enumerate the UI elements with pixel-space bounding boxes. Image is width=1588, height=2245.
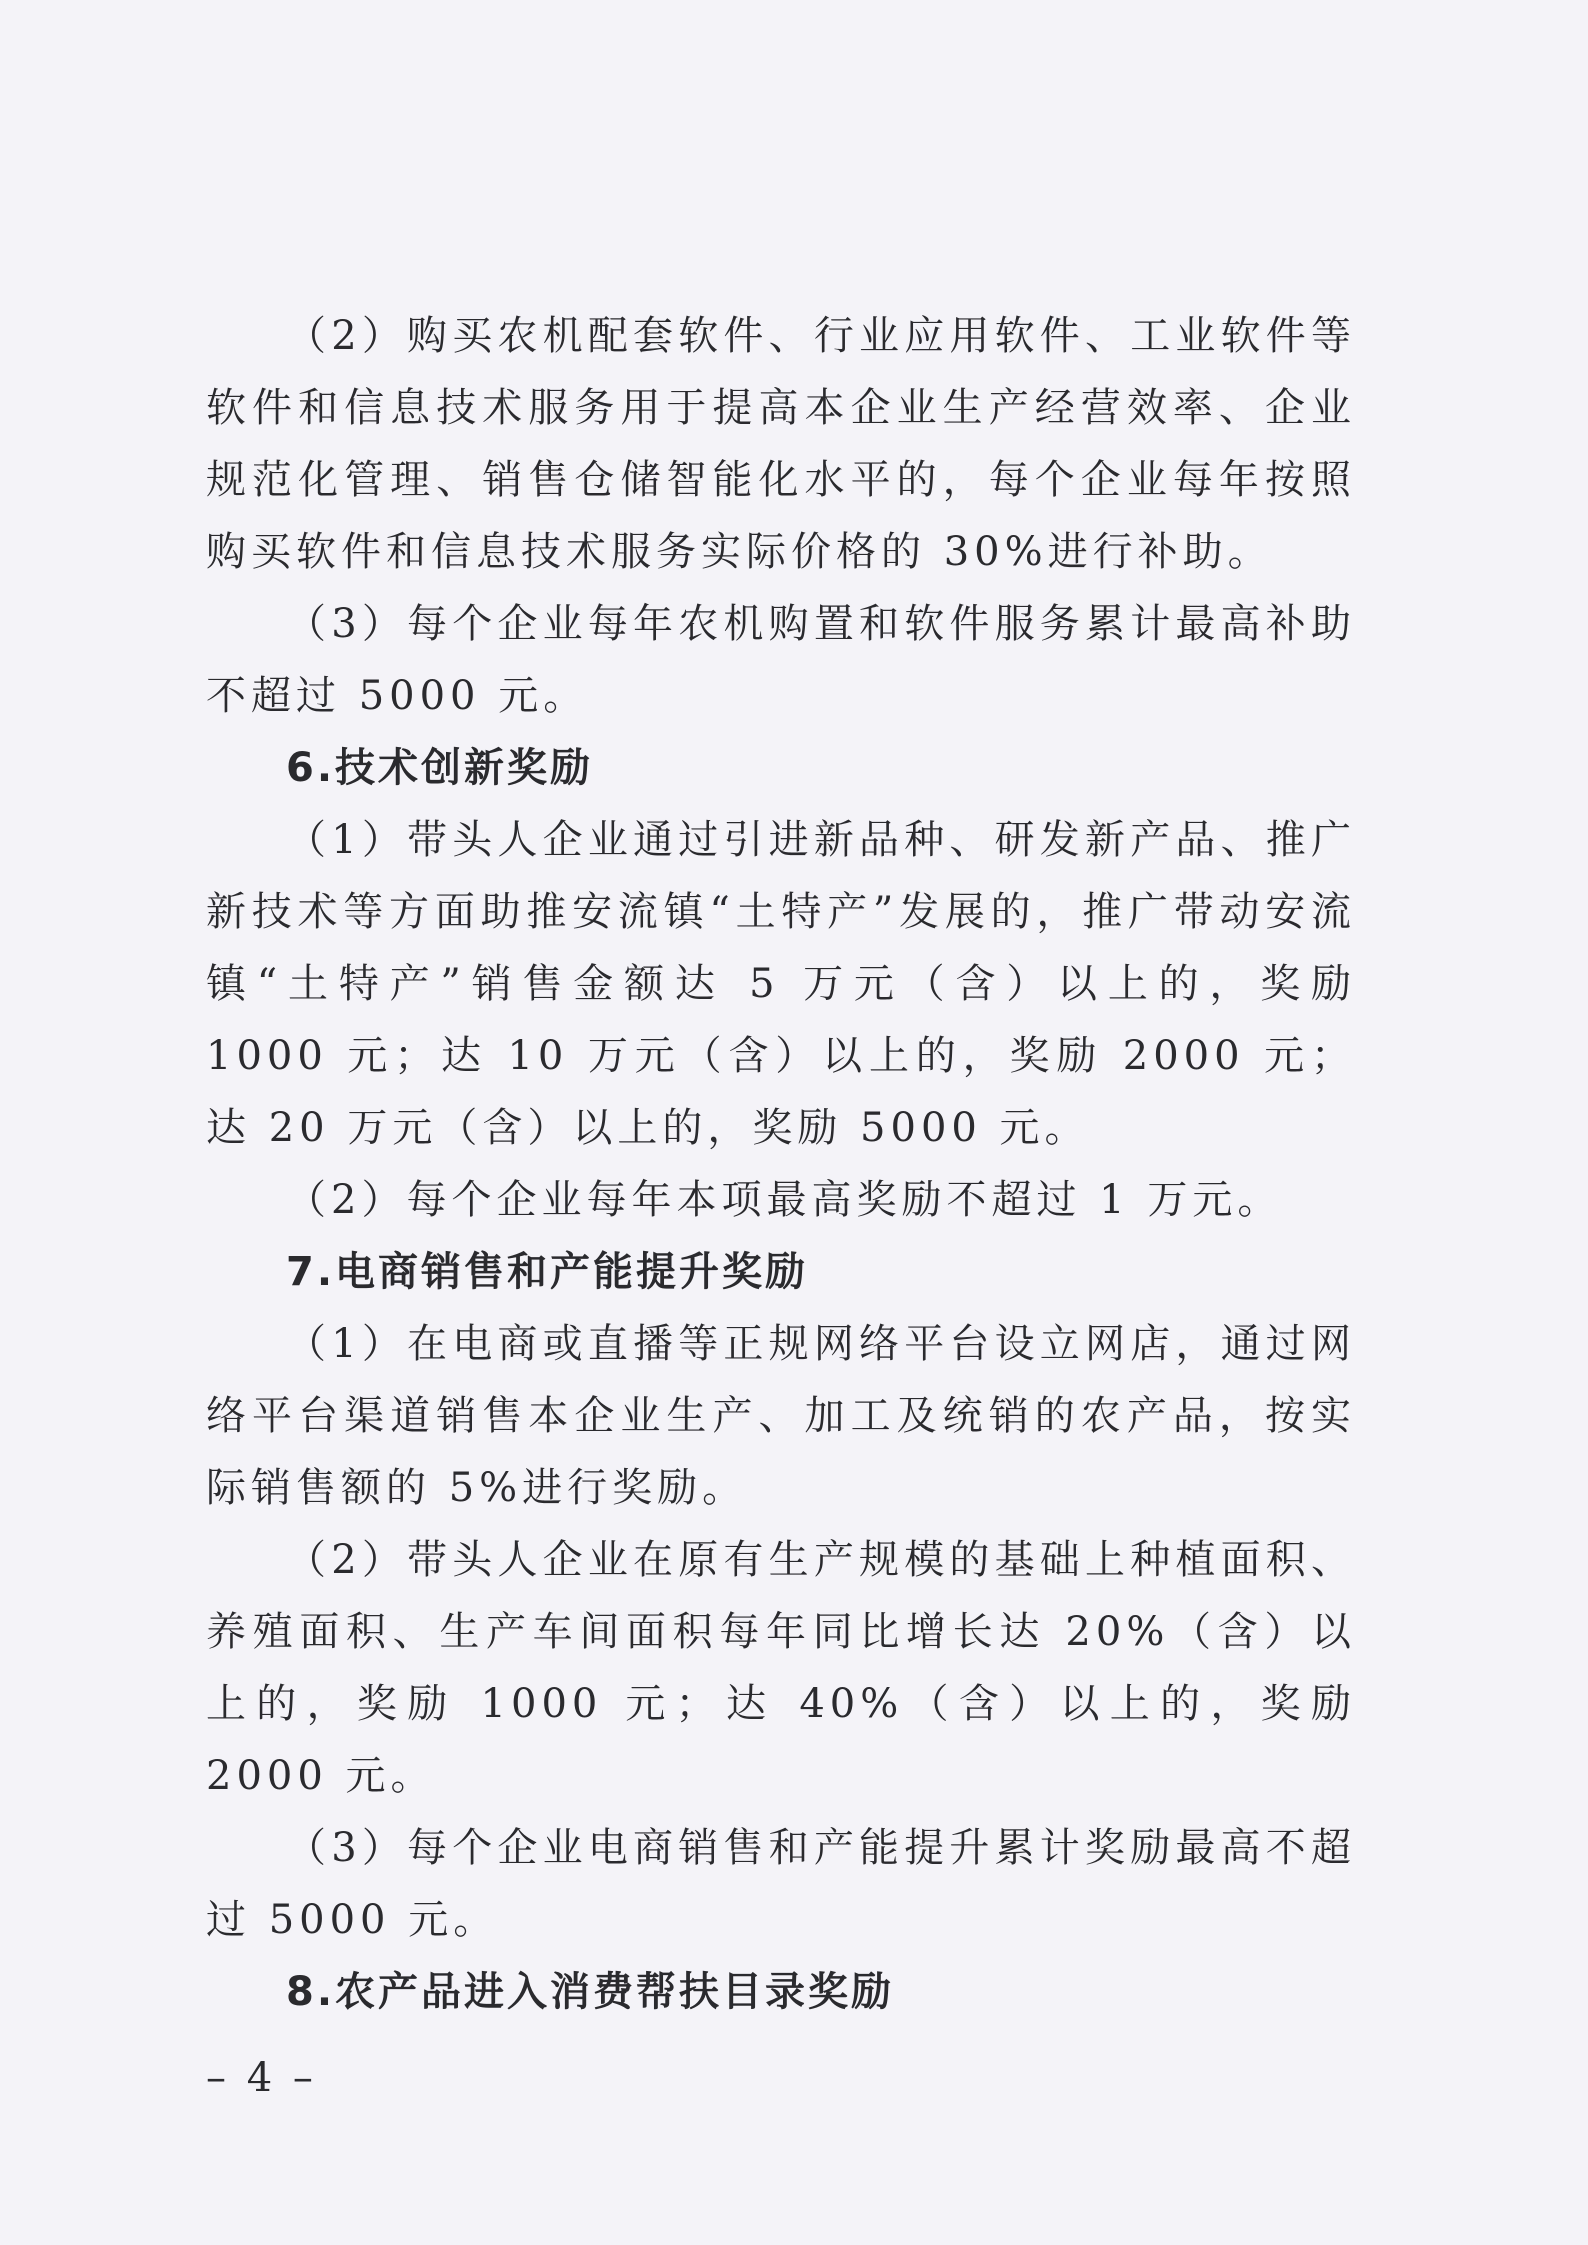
- paragraph-software-subsidy: （2）购买农机配套软件、行业应用软件、工业软件等软件和信息技术服务用于提高本企业生产经营效率、企业规范化管理、销售仓储智能化水平的，每个企业每年按照购买软件和信息技术服务实际价格的 30%进行补助。: [206, 313, 1356, 575]
- heading-ecommerce-capacity: 7.电商销售和产能提升奖励: [286, 1249, 809, 1295]
- page-number: – 4 –: [206, 2055, 317, 2101]
- heading-tech-innovation: 6.技术创新奖励: [286, 745, 594, 791]
- document-body: [206, 300, 1356, 2028]
- paragraph-capacity-reward: （2）带头人企业在原有生产规模的基础上种植面积、养殖面积、生产车间面积每年同比增长达 20%（含）以上的，奖励 1000 元；达 40%（含）以上的，奖励 2000 元。: [206, 1537, 1356, 1799]
- paragraph-innovation-cap: （2）每个企业每年本项最高奖励不超过 1 万元。: [286, 1177, 1283, 1223]
- paragraph-innovation-reward: （1）带头人企业通过引进新品种、研发新产品、推广新技术等方面助推安流镇“土特产”发展的，推广带动安流镇“土特产”销售金额达 5 万元（含）以上的，奖励 1000 元；达 10 万元（含）以上的，奖励 2000 元；达 20 万元（含）以上的，奖励 5000 元。: [206, 817, 1356, 1151]
- paragraph-ecommerce-cap: （3）每个企业电商销售和产能提升累计奖励最高不超过 5000 元。: [206, 1825, 1356, 1943]
- heading-consumption-catalog: 8.农产品进入消费帮扶目录奖励: [286, 1969, 895, 2015]
- paragraph-ecommerce-reward: （1）在电商或直播等正规网络平台设立网店，通过网络平台渠道销售本企业生产、加工及统销的农产品，按实际销售额的 5%进行奖励。: [206, 1321, 1356, 1511]
- paragraph-subsidy-cap: （3）每个企业每年农机购置和软件服务累计最高补助不超过 5000 元。: [206, 601, 1356, 719]
